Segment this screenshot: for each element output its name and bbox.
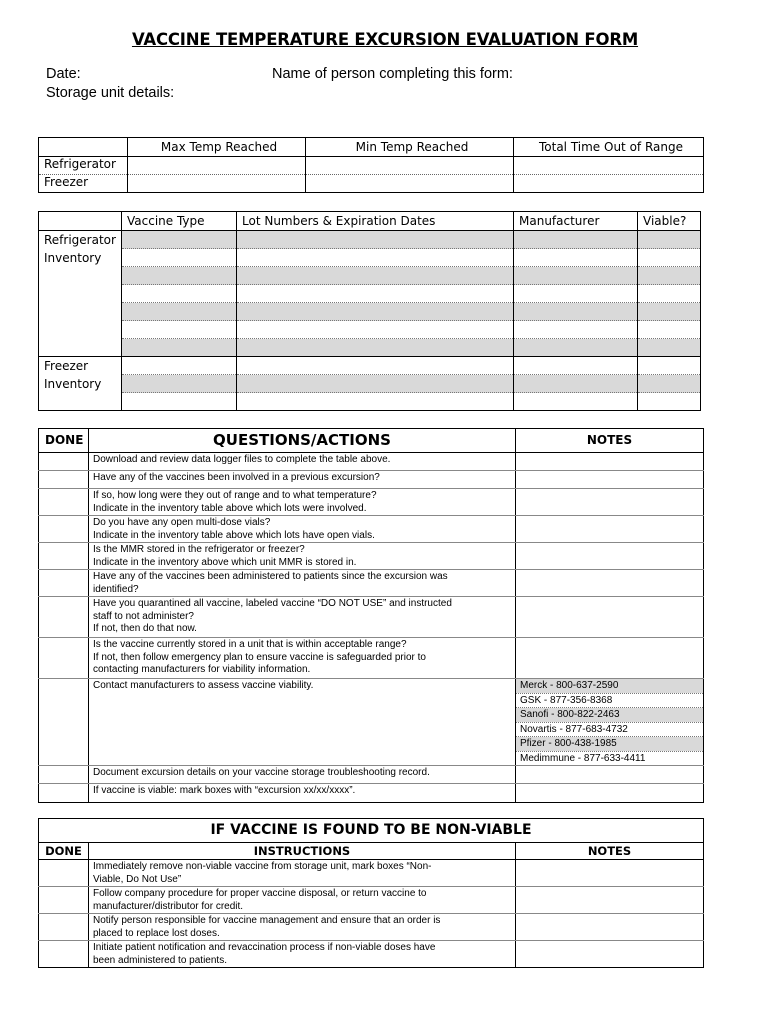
done-header: DONE [39,429,89,453]
inventory-cell[interactable] [638,231,701,249]
text-line: Follow company procedure for proper vaccine disposal, or return vaccine to [93,888,427,899]
inventory-cell[interactable] [638,285,701,303]
text-line: placed to replace lost doses. [93,927,220,939]
date-label: Date: [46,66,81,82]
max-temp-header: Max Temp Reached [128,138,306,157]
action-item: Contact manufacturers to assess vaccine viability. [89,679,516,766]
inventory-cell[interactable] [122,285,237,303]
notes-cell[interactable] [516,766,704,784]
notes-cell[interactable] [516,638,704,679]
manufacturer-contact: Novartis - 877-683-4732 [516,722,704,737]
action-item: Download and review data logger files to complete the table above. [89,453,516,471]
done-checkbox[interactable] [39,453,89,471]
action-item [89,516,516,543]
done-checkbox[interactable] [39,489,89,516]
refrigerator-min-temp-cell[interactable] [306,157,514,175]
text-line: If so, how long were they out of range and to what temperature? [93,490,377,501]
text-line: manufacturer/distributor for credit. [93,900,244,912]
notes-cell[interactable] [516,941,704,968]
action-item [89,597,516,638]
done-checkbox[interactable] [39,784,89,803]
inventory-cell[interactable] [638,321,701,339]
notes-cell[interactable] [516,887,704,914]
vaccine-type-header: Vaccine Type [122,212,237,231]
inventory-cell[interactable] [237,231,514,249]
notes-cell[interactable] [516,914,704,941]
inventory-cell[interactable] [514,267,638,285]
inventory-cell[interactable] [514,393,638,411]
notes-cell[interactable] [516,471,704,489]
freezer-min-temp-cell[interactable] [306,175,514,193]
text-line: Indicate in the inventory above which unit MMR is stored in. [93,556,357,568]
instruction-item [89,914,516,941]
lot-numbers-header: Lot Numbers & Expiration Dates [237,212,514,231]
done-checkbox[interactable] [39,543,89,570]
done-checkbox[interactable] [39,471,89,489]
inventory-cell[interactable] [514,339,638,357]
notes-header: NOTES [516,843,704,860]
inventory-cell[interactable] [514,249,638,267]
done-checkbox[interactable] [39,887,89,914]
notes-cell[interactable] [516,784,704,803]
freezer-time-cell[interactable] [514,175,704,193]
text-line: staff to not administer? [93,610,194,622]
done-checkbox[interactable] [39,597,89,638]
inventory-cell[interactable] [638,303,701,321]
action-item [89,570,516,597]
done-checkbox[interactable] [39,860,89,887]
notes-cell[interactable] [516,597,704,638]
action-item: Document excursion details on your vaccine storage troubleshooting record. [89,766,516,784]
notes-cell[interactable] [516,516,704,543]
inventory-cell[interactable] [237,285,514,303]
refrigerator-inventory-label: Refrigerator Inventory [39,231,122,357]
storage-unit-label: Storage unit details: [46,85,175,101]
action-item: If vaccine is viable: mark boxes with “excursion xx/xx/xxxx”. [89,784,516,803]
text-line: Do you have any open multi-dose vials? [93,517,271,528]
non-viable-table [38,818,704,968]
inventory-cell[interactable] [122,393,237,411]
manufacturer-contact: Pfizer - 800-438-1985 [516,737,704,752]
text-line: contacting manufacturers for viability information. [93,664,311,675]
inventory-cell[interactable] [237,321,514,339]
inventory-cell[interactable] [638,375,701,393]
inventory-cell[interactable] [122,249,237,267]
instructions-header: INSTRUCTIONS [89,843,516,860]
action-item [89,489,516,516]
inventory-cell[interactable] [638,339,701,357]
form-title: VACCINE TEMPERATURE EXCURSION EVALUATION FORM [131,30,639,49]
text-line: been administered to patients. [93,954,227,966]
done-checkbox[interactable] [39,941,89,968]
text-line: Have you quarantined all vaccine, labeled vaccine “DO NOT USE” and instructed [93,598,452,609]
done-checkbox[interactable] [39,638,89,679]
inventory-cell[interactable] [638,393,701,411]
inventory-cell[interactable] [237,339,514,357]
inventory-cell[interactable] [122,303,237,321]
text-line: Indicate in the inventory table above which lots were involved. [93,502,367,514]
text-line: Viable, Do Not Use” [93,873,182,885]
action-item [89,543,516,570]
done-checkbox[interactable] [39,516,89,543]
text-line: If not, then do that now. [93,623,197,634]
done-header: DONE [39,843,89,860]
text-line: Immediately remove non-viable vaccine from storage unit, mark boxes “Non- [93,861,432,872]
notes-cell[interactable] [516,860,704,887]
done-checkbox[interactable] [39,570,89,597]
manufacturer-header: Manufacturer [514,212,638,231]
inventory-cell[interactable] [514,303,638,321]
notes-cell[interactable] [516,453,704,471]
action-item: Have any of the vaccines been involved in a previous excursion? [89,471,516,489]
min-temp-header: Min Temp Reached [306,138,514,157]
inventory-cell[interactable] [237,249,514,267]
instruction-item [89,860,516,887]
inventory-cell[interactable] [237,357,514,375]
text-line: Initiate patient notification and revaccination process if non-viable doses have [93,942,436,953]
non-viable-title: IF VACCINE IS FOUND TO BE NON-VIABLE [39,819,704,843]
inventory-cell[interactable] [514,285,638,303]
done-checkbox[interactable] [39,914,89,941]
text-line: Is the MMR stored in the refrigerator or freezer? [93,544,305,555]
inventory-cell[interactable] [638,267,701,285]
inventory-cell[interactable] [514,321,638,339]
manufacturer-contact: Merck - 800-637-2590 [516,679,704,694]
inventory-cell[interactable] [514,231,638,249]
freezer-inventory-label: Freezer Inventory [44,359,102,391]
refrigerator-max-temp-cell[interactable] [128,157,306,175]
inventory-cell[interactable] [638,249,701,267]
notes-cell[interactable] [516,489,704,516]
text-line: Indicate in the inventory table above which lots have open vials. [93,529,375,541]
inventory-cell[interactable] [237,393,514,411]
temperature-table [38,137,704,193]
done-checkbox[interactable] [39,679,89,766]
text-line: identified? [93,583,139,595]
freezer-max-temp-cell[interactable] [128,175,306,193]
done-checkbox[interactable] [39,766,89,784]
refrigerator-time-cell[interactable] [514,157,704,175]
name-label: Name of person completing this form: [272,66,513,82]
notes-cell[interactable] [516,570,704,597]
manufacturer-contact: GSK - 877-356-8368 [516,693,704,708]
inventory-cell[interactable] [638,357,701,375]
inventory-cell[interactable] [122,321,237,339]
inventory-cell[interactable] [122,375,237,393]
inventory-cell[interactable] [514,375,638,393]
manufacturer-contact: Sanofi - 800-822-2463 [516,708,704,723]
questions-actions-table [38,428,704,803]
inventory-cell[interactable] [122,357,237,375]
text-line: Notify person responsible for vaccine management and ensure that an order is [93,915,441,926]
inventory-table [38,211,701,411]
freezer-row-label: Freezer [44,175,89,189]
inventory-cell[interactable] [514,357,638,375]
instruction-item [89,941,516,968]
action-item [89,638,516,679]
inventory-cell[interactable] [122,339,237,357]
instruction-item [89,887,516,914]
inventory-cell[interactable] [237,375,514,393]
total-time-header: Total Time Out of Range [514,138,704,157]
refrigerator-row-label: Refrigerator [39,157,128,175]
inventory-cell[interactable] [237,267,514,285]
viable-header: Viable? [638,212,701,231]
text-line: If not, then follow emergency plan to ensure vaccine is safeguarded prior to [93,651,426,663]
questions-actions-header: QUESTIONS/ACTIONS [89,429,516,453]
notes-header: NOTES [516,429,704,453]
notes-cell[interactable] [516,543,704,570]
text-line: Is the vaccine currently stored in a unit that is within acceptable range? [93,639,407,650]
inventory-cell[interactable] [122,231,237,249]
inventory-cell[interactable] [237,303,514,321]
inventory-cell[interactable] [122,267,237,285]
text-line: Have any of the vaccines been administered to patients since the excursion was [93,571,448,582]
manufacturer-contact: Medimmune - 877-633-4411 [516,751,704,766]
